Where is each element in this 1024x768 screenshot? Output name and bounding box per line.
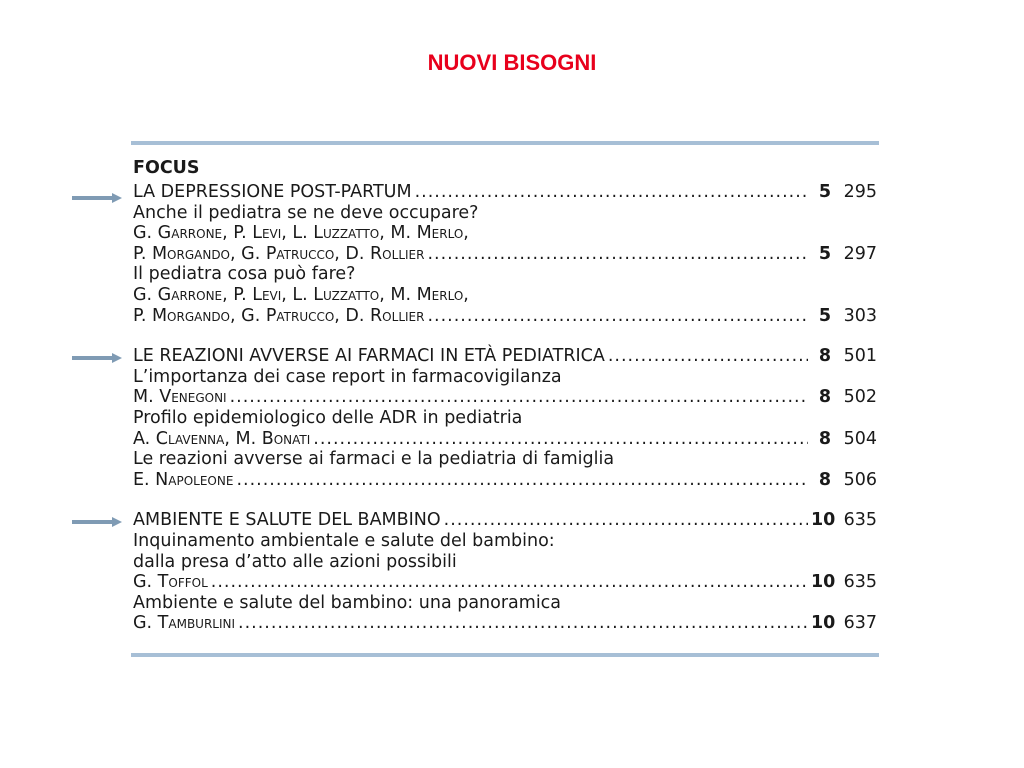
article-title: Anche il pediatra se ne deve occupare? <box>133 202 479 223</box>
issue-number: 8 <box>818 346 831 367</box>
table-of-contents <box>133 155 877 634</box>
issue-number: 5 <box>818 182 831 202</box>
arrow-right-icon <box>72 351 122 365</box>
top-rule <box>131 141 879 145</box>
authors: P. Morgando, G. Patrucco, D. Rollier <box>133 305 425 326</box>
bottom-rule <box>131 653 879 657</box>
leader-dots <box>313 429 808 450</box>
leader-dots <box>427 306 808 327</box>
article-title: Profilo epidemiologico delle ADR in pediatria <box>133 407 523 428</box>
page-number: 502 <box>843 387 877 408</box>
issue-number: 8 <box>818 428 831 449</box>
toc-entry-row[interactable] <box>133 613 877 634</box>
leader-dots <box>415 182 808 203</box>
leader-dots <box>230 387 808 408</box>
toc-entry-row[interactable] <box>133 572 877 593</box>
toc-section-title-row[interactable] <box>133 346 877 367</box>
toc-entry-row[interactable] <box>133 429 877 450</box>
page-number: 504 <box>843 428 877 449</box>
authors: G. Garrone, P. Levi, L. Luzzatto, M. Merlo, <box>133 223 469 244</box>
issue-number: 10 <box>811 510 836 531</box>
article-title: Inquinamento ambientale e salute del bambino: <box>133 530 555 551</box>
authors: G. Garrone, P. Levi, L. Luzzatto, M. Merlo, <box>133 284 469 305</box>
arrow-right-icon <box>72 515 122 529</box>
toc-section <box>133 510 877 634</box>
toc-section <box>133 182 877 326</box>
leader-dots <box>608 346 808 367</box>
page-number: 637 <box>843 613 877 634</box>
article-title: Ambiente e salute del bambino: una panoramica <box>133 592 562 613</box>
authors: A. Clavenna, M. Bonati <box>133 428 311 449</box>
article-title: L’importanza dei case report in farmacovigilanza <box>133 366 562 387</box>
issue-number: 10 <box>811 572 836 593</box>
toc-section-title-row[interactable] <box>133 510 877 531</box>
toc-entry-row[interactable] <box>133 306 877 327</box>
issue-number: 8 <box>818 469 831 490</box>
authors: M. Venegoni <box>133 387 227 408</box>
authors: G. Toffol <box>133 572 208 593</box>
focus-heading: FOCUS <box>133 158 200 178</box>
slide-title: NUOVI BISOGNI <box>427 50 597 75</box>
authors: G. Tamburlini <box>133 613 236 634</box>
page-number: 635 <box>843 572 877 593</box>
toc-entry-row[interactable] <box>133 244 877 265</box>
article-title: Le reazioni avverse ai farmaci e la pediatria di famiglia <box>133 449 615 470</box>
page-number: 635 <box>843 510 877 531</box>
issue-number: 5 <box>818 305 831 326</box>
arrow-right-icon <box>72 191 122 205</box>
toc-entry-row[interactable] <box>133 387 877 408</box>
page-number: 501 <box>843 346 877 367</box>
issue-number: 8 <box>818 387 831 408</box>
leader-dots <box>236 470 808 491</box>
page-number: 303 <box>843 305 877 326</box>
toc-section-title-row[interactable] <box>133 182 877 203</box>
article-title: dalla presa d’atto alle azioni possibili <box>133 551 457 572</box>
toc-entry-row[interactable] <box>133 470 877 491</box>
page-number: 506 <box>843 469 877 490</box>
page-number: 295 <box>843 182 877 202</box>
article-title: Il pediatra cosa può fare? <box>133 264 356 285</box>
toc-section <box>133 346 877 490</box>
authors: E. Napoleone <box>133 469 234 490</box>
leader-dots <box>427 244 808 265</box>
section-title: LE REAZIONI AVVERSE AI FARMACI IN ETÀ PEDIATRICA <box>133 346 605 367</box>
leader-dots <box>444 510 808 531</box>
leader-dots <box>238 613 808 634</box>
page-number: 297 <box>843 243 877 264</box>
section-title: LA DEPRESSIONE POST-PARTUM <box>133 182 412 202</box>
leader-dots <box>211 572 808 593</box>
section-title: AMBIENTE E SALUTE DEL BAMBINO <box>133 510 441 531</box>
issue-number: 10 <box>811 613 836 634</box>
authors: P. Morgando, G. Patrucco, D. Rollier <box>133 243 425 264</box>
issue-number: 5 <box>818 243 831 264</box>
